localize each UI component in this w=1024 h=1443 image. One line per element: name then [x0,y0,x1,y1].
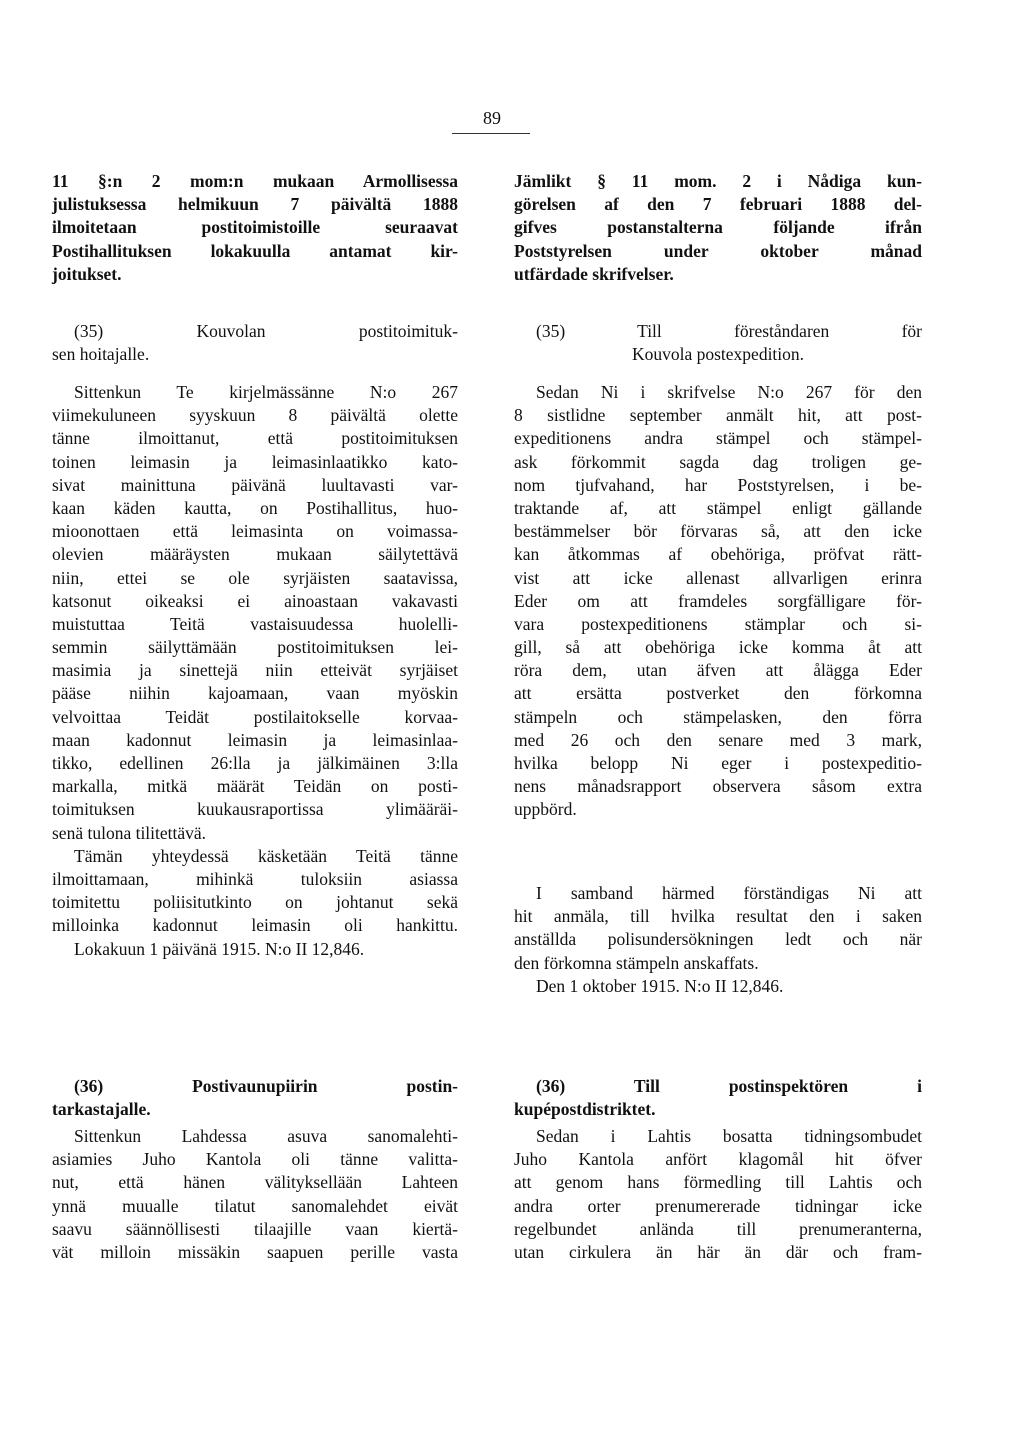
text-line: masimia ja sinettejä niin etteivät syrjäiset [52,660,458,681]
text-line: med 26 och den senare med 3 mark, [514,729,922,750]
right-intro [514,170,922,286]
text-line: olevien määräysten mukaan säilytettävä [52,544,458,565]
text-line: 8 sistlidne september anmält hit, att post- [514,405,922,426]
text-line: nens månadsrapport observera såsom extra [514,776,922,797]
text-line: Jämlikt § 11 mom. 2 i Nådiga kun- [514,171,922,191]
text-line: Tämän yhteydessä käsketään Teitä tänne [74,845,458,866]
text-line: expeditionens andra stämpel och stämpel- [514,428,922,449]
right-section-36-heading [514,1075,922,1121]
text-line: ask förkommit sagda dag troligen ge- [514,451,922,472]
text-line: traktande af, att stämpel enligt gällande [514,497,922,518]
text-line: mioonottaen että leimasinta on voimassa- [52,521,458,542]
section-heading: sen hoitajalle. [52,344,150,365]
text-line: vät milloin missäkin saapuen perille vasta [52,1241,458,1262]
text-line: görelsen af den 7 februari 1888 del- [514,194,922,215]
right-section-35-body2 [514,882,922,998]
section-heading: (36) Postivaunupiirin postin- [74,1076,458,1096]
section-heading: (36) Till postinspektören i [536,1076,922,1096]
text-line: niin, ettei se ole syrjäisten saatavissa, [52,567,458,588]
right-section-35-body [514,381,922,822]
text-line: hvilka belopp Ni eger i postexpeditio- [514,753,922,773]
left-section-36-body [52,1125,458,1264]
text-line: utfärdade skrifvelser. [514,263,674,284]
text-line: joitukset. [52,263,122,284]
text-line: muistuttaa Teitä vastaisuudessa huolelli- [52,613,458,634]
text-line: I samband härmed förständigas Ni att [536,883,922,903]
section-heading: Kouvola postexpedition. [631,344,805,365]
text-line: Sedan i Lahtis bosatta tidningsombudet [536,1126,922,1146]
date-line: Lokakuun 1 päivänä 1915. N:o II 12,846. [74,938,365,959]
section-heading: (35) Till föreståndaren för [536,321,922,341]
text-line: 11 §:n 2 mom:n mukaan Armollisessa [52,171,458,191]
text-line: uppbörd. [514,799,577,820]
text-line: anställda polisundersökningen ledt och när [514,929,922,950]
text-line: Sittenkun Lahdessa asuva sanomalehti- [74,1126,458,1146]
text-line: kan åtkommas af obehöriga, pröfvat rätt- [514,544,922,565]
text-line: toinen leimasin ja leimasinlaatikko kato- [52,451,458,472]
text-line: saavu säännöllisesti tilaajille vaan kiertä- [52,1218,458,1239]
left-section-36-heading [52,1075,458,1121]
text-line: vara postexpeditionens stämplar och si- [514,613,922,634]
text-line: att ersätta postverket den förkomna [514,683,922,704]
text-line: semmin säilyttämään postitoimituksen lei- [52,637,458,658]
text-line: asiamies Juho Kantola oli tänne valitta- [52,1149,458,1170]
text-line: milloinka kadonnut leimasin oli hankittu. [52,915,458,936]
text-line: Postihallituksen lokakuulla antamat kir- [52,240,458,261]
section-heading: tarkastajalle. [52,1099,151,1120]
text-line: viimekuluneen syyskuun 8 päivältä olette [52,405,458,426]
text-line: hit anmäla, till hvilka resultat den i saken [514,906,922,927]
right-section-35-heading [514,320,922,366]
section-heading: kupépostdistriktet. [514,1099,656,1120]
text-line: kaan käden kautta, on Postihallitus, huo- [52,497,458,518]
text-line: Sedan Ni i skrifvelse N:o 267 för den [536,382,922,402]
text-line: pääse niihin kajoamaan, vaan myöskin [52,683,458,704]
text-line: regelbundet anlända till prenumeranterna, [514,1218,922,1239]
text-line: Eder om att framdeles sorgfälligare för- [514,590,922,611]
left-intro [52,170,458,286]
text-line: bestämmelser bör förvaras så, att den icke [514,521,922,542]
text-line: velvoittaa Teidät postilaitokselle korvaa- [52,706,458,727]
text-line: ilmoitetaan postitoimistoille seuraavat [52,217,458,238]
text-line: toimitettu poliisitutkinto on johtanut sekä [52,892,458,913]
text-line: andra orter prenumererade tidningar icke [514,1195,922,1216]
right-section-36-body [514,1125,922,1264]
text-line: sivat mainittuna päivänä luultavasti var- [52,474,458,495]
left-section-35-heading [52,320,458,366]
text-line: den förkomna stämpeln anskaffats. [514,952,759,973]
text-line: röra dem, utan äfven att ålägga Eder [514,660,922,681]
date-line: Den 1 oktober 1915. N:o II 12,846. [536,975,784,996]
text-line: tänne ilmoittanut, että postitoimituksen [52,428,458,449]
text-line: att genom hans förmedling till Lahtis och [514,1172,922,1193]
text-line: Sittenkun Te kirjelmässänne N:o 267 [74,382,458,402]
text-line: vist att icke allenast allvarligen erinra [514,567,922,588]
text-line: Juho Kantola anfört klagomål hit öfver [514,1149,922,1170]
text-line: maan kadonnut leimasin ja leimasinlaa- [52,729,458,750]
text-line: nut, että hänen välityksellään Lahteen [52,1172,458,1193]
text-line: stämpeln och stämpelasken, den förra [514,706,922,727]
left-section-35-body [52,381,458,961]
header-rule [452,133,530,134]
text-line: toimituksen kuukausraportissa ylimääräi- [52,799,458,820]
text-line: gill, så att obehöriga icke komma åt att [514,637,922,658]
text-line: katsonut oikeaksi ei ainoastaan vakavasti [52,590,458,611]
text-line: senä tulona tilitettävä. [52,822,207,843]
text-line: nom tjufvahand, har Poststyrelsen, i be- [514,474,922,495]
text-line: utan cirkulera än här än där och fram- [514,1241,922,1262]
text-line: ilmoittamaan, mihinkä tuloksiin asiassa [52,868,458,889]
text-line: julistuksessa helmikuun 7 päivältä 1888 [52,194,458,215]
text-line: Poststyrelsen under oktober månad [514,240,922,261]
text-line: markalla, mitkä määrät Teidän on posti- [52,776,458,797]
section-heading: (35) Kouvolan postitoimituk- [74,321,458,341]
page-number: 89 [483,108,501,128]
text-line: tikko, edellinen 26:lla ja jälkimäinen 3:lla [52,753,458,773]
text-line: gifves postanstalterna följande ifrån [514,217,922,238]
text-line: ynnä muualle tilatut sanomalehdet eivät [52,1195,458,1216]
